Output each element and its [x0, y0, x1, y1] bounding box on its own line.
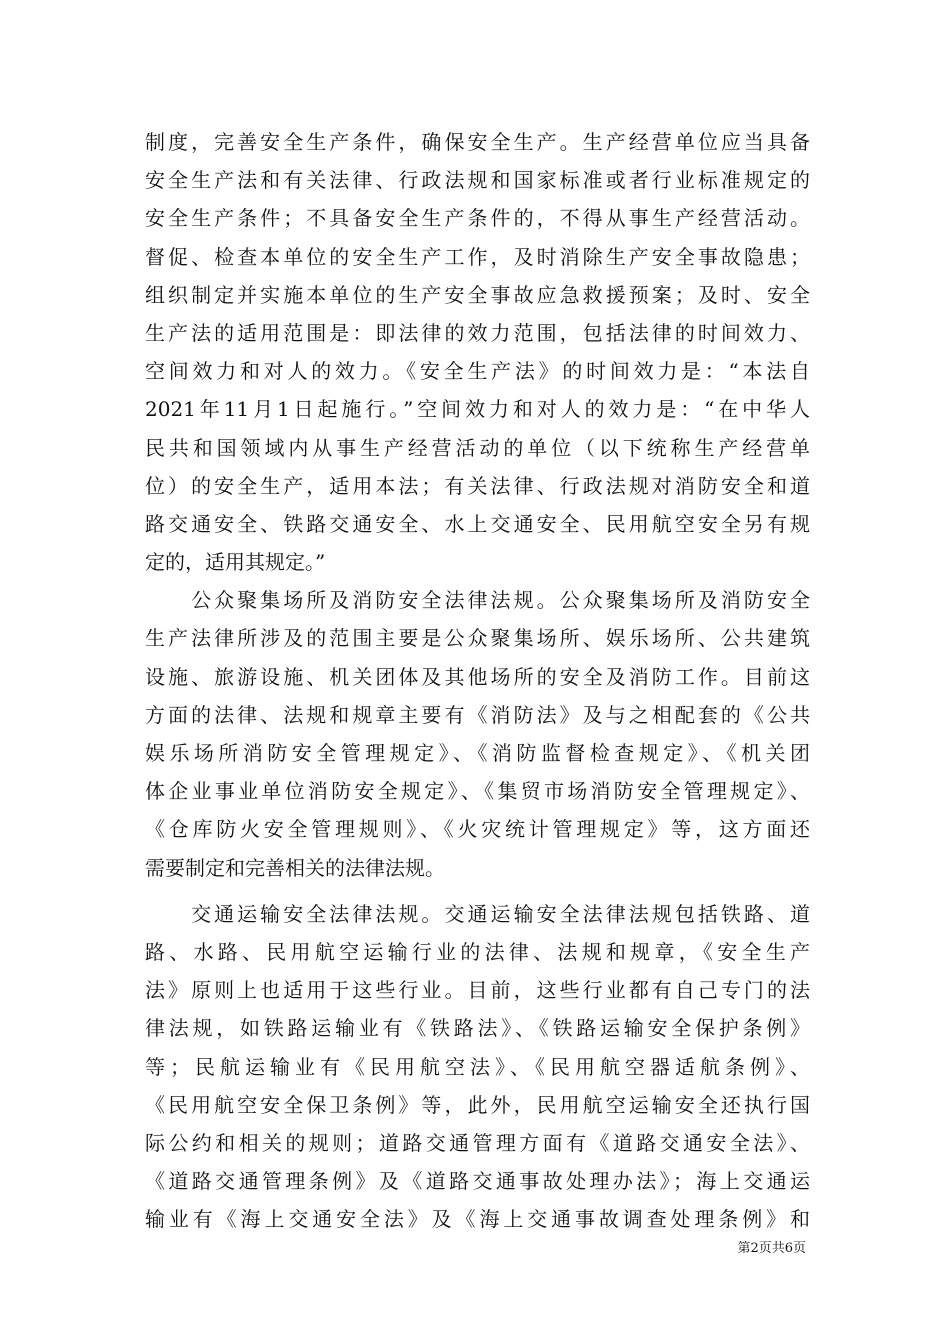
text-line: 需要制定和完善相关的法律法规。 [145, 855, 445, 880]
paragraph-gap [145, 887, 810, 895]
text-line: 制度，完善安全生产条件，确保安全生产。生产经营单位应当具备 [145, 130, 810, 154]
page-number: 第2页共6页 [737, 1241, 806, 1256]
text-line: 方面的法律、法规和规章主要有《消防法》及与之相配套的《公共 [145, 702, 810, 727]
text-line: 2021年11月1日起施行。”空间效力和对人的效力是：“在中华人 [145, 397, 810, 422]
text-line: 安全生产条件；不具备安全生产条件的，不得从事生产经营活动。 [145, 206, 810, 231]
text-line: 《仓库防火安全管理规则》、《火灾统计管理规定》等，这方面还 [145, 817, 810, 842]
text-line: 体企业事业单位消防安全规定》、《集贸市场消防安全管理规定》、 [145, 779, 810, 804]
text-line: 组织制定并实施本单位的生产安全事故应急救援预案；及时、安全 [145, 282, 810, 307]
body-text [145, 123, 810, 1238]
text-line: 《道路交通管理条例》及《道路交通事故处理办法》；海上交通运 [145, 1169, 810, 1194]
text-line: 交通运输安全法律法规。交通运输安全法律法规包括铁路、道 [145, 901, 810, 926]
text-line: 位）的安全生产，适用本法；有关法律、行政法规对消防安全和道 [145, 473, 810, 498]
text-line: 生产法的适用范围是：即法律的效力范围，包括法律的时间效力、 [145, 320, 810, 345]
text-line: 民共和国领域内从事生产经营活动的单位（以下统称生产经营单 [145, 435, 810, 460]
text-line: 《民用航空安全保卫条例》等，此外，民用航空运输安全还执行国 [145, 1092, 810, 1117]
text-line: 娱乐场所消防安全管理规定》、《消防监督检查规定》、《机关团 [145, 741, 810, 765]
text-line: 等；民航运输业有《民用航空法》、《民用航空器适航条例》、 [145, 1054, 810, 1079]
text-line: 安全生产法和有关法律、行政法规和国家标准或者行业标准规定的 [145, 168, 810, 193]
text-line: 路、水路、民用航空运输行业的法律、法规和规章，《安全生产 [145, 939, 810, 964]
text-line: 督促、检查本单位的安全生产工作，及时消除生产安全事故隐患； [145, 244, 810, 269]
text-line: 律法规，如铁路运输业有《铁路法》、《铁路运输安全保护条例》 [145, 1016, 810, 1041]
text-line: 际公约和相关的规则；道路交通管理方面有《道路交通安全法》、 [145, 1130, 810, 1155]
text-line: 法》原则上也适用于这些行业。目前，这些行业都有自己专门的法 [145, 978, 810, 1003]
text-line: 输业有《海上交通安全法》及《海上交通事故调查处理条例》和 [145, 1207, 810, 1232]
text-line: 路交通安全、铁路交通安全、水上交通安全、民用航空安全另有规 [145, 511, 810, 536]
text-line: 定的，适用其规定。” [145, 550, 326, 575]
text-line: 空间效力和对人的效力。《安全生产法》的时间效力是：“本法自 [145, 359, 810, 384]
text-line: 生产法律所涉及的范围主要是公众聚集场所、娱乐场所、公共建筑 [145, 626, 810, 651]
text-line: 设施、旅游设施、机关团体及其他场所的安全及消防工作。目前这 [145, 664, 810, 689]
text-line: 公众聚集场所及消防安全法律法规。公众聚集场所及消防安全 [145, 588, 810, 613]
